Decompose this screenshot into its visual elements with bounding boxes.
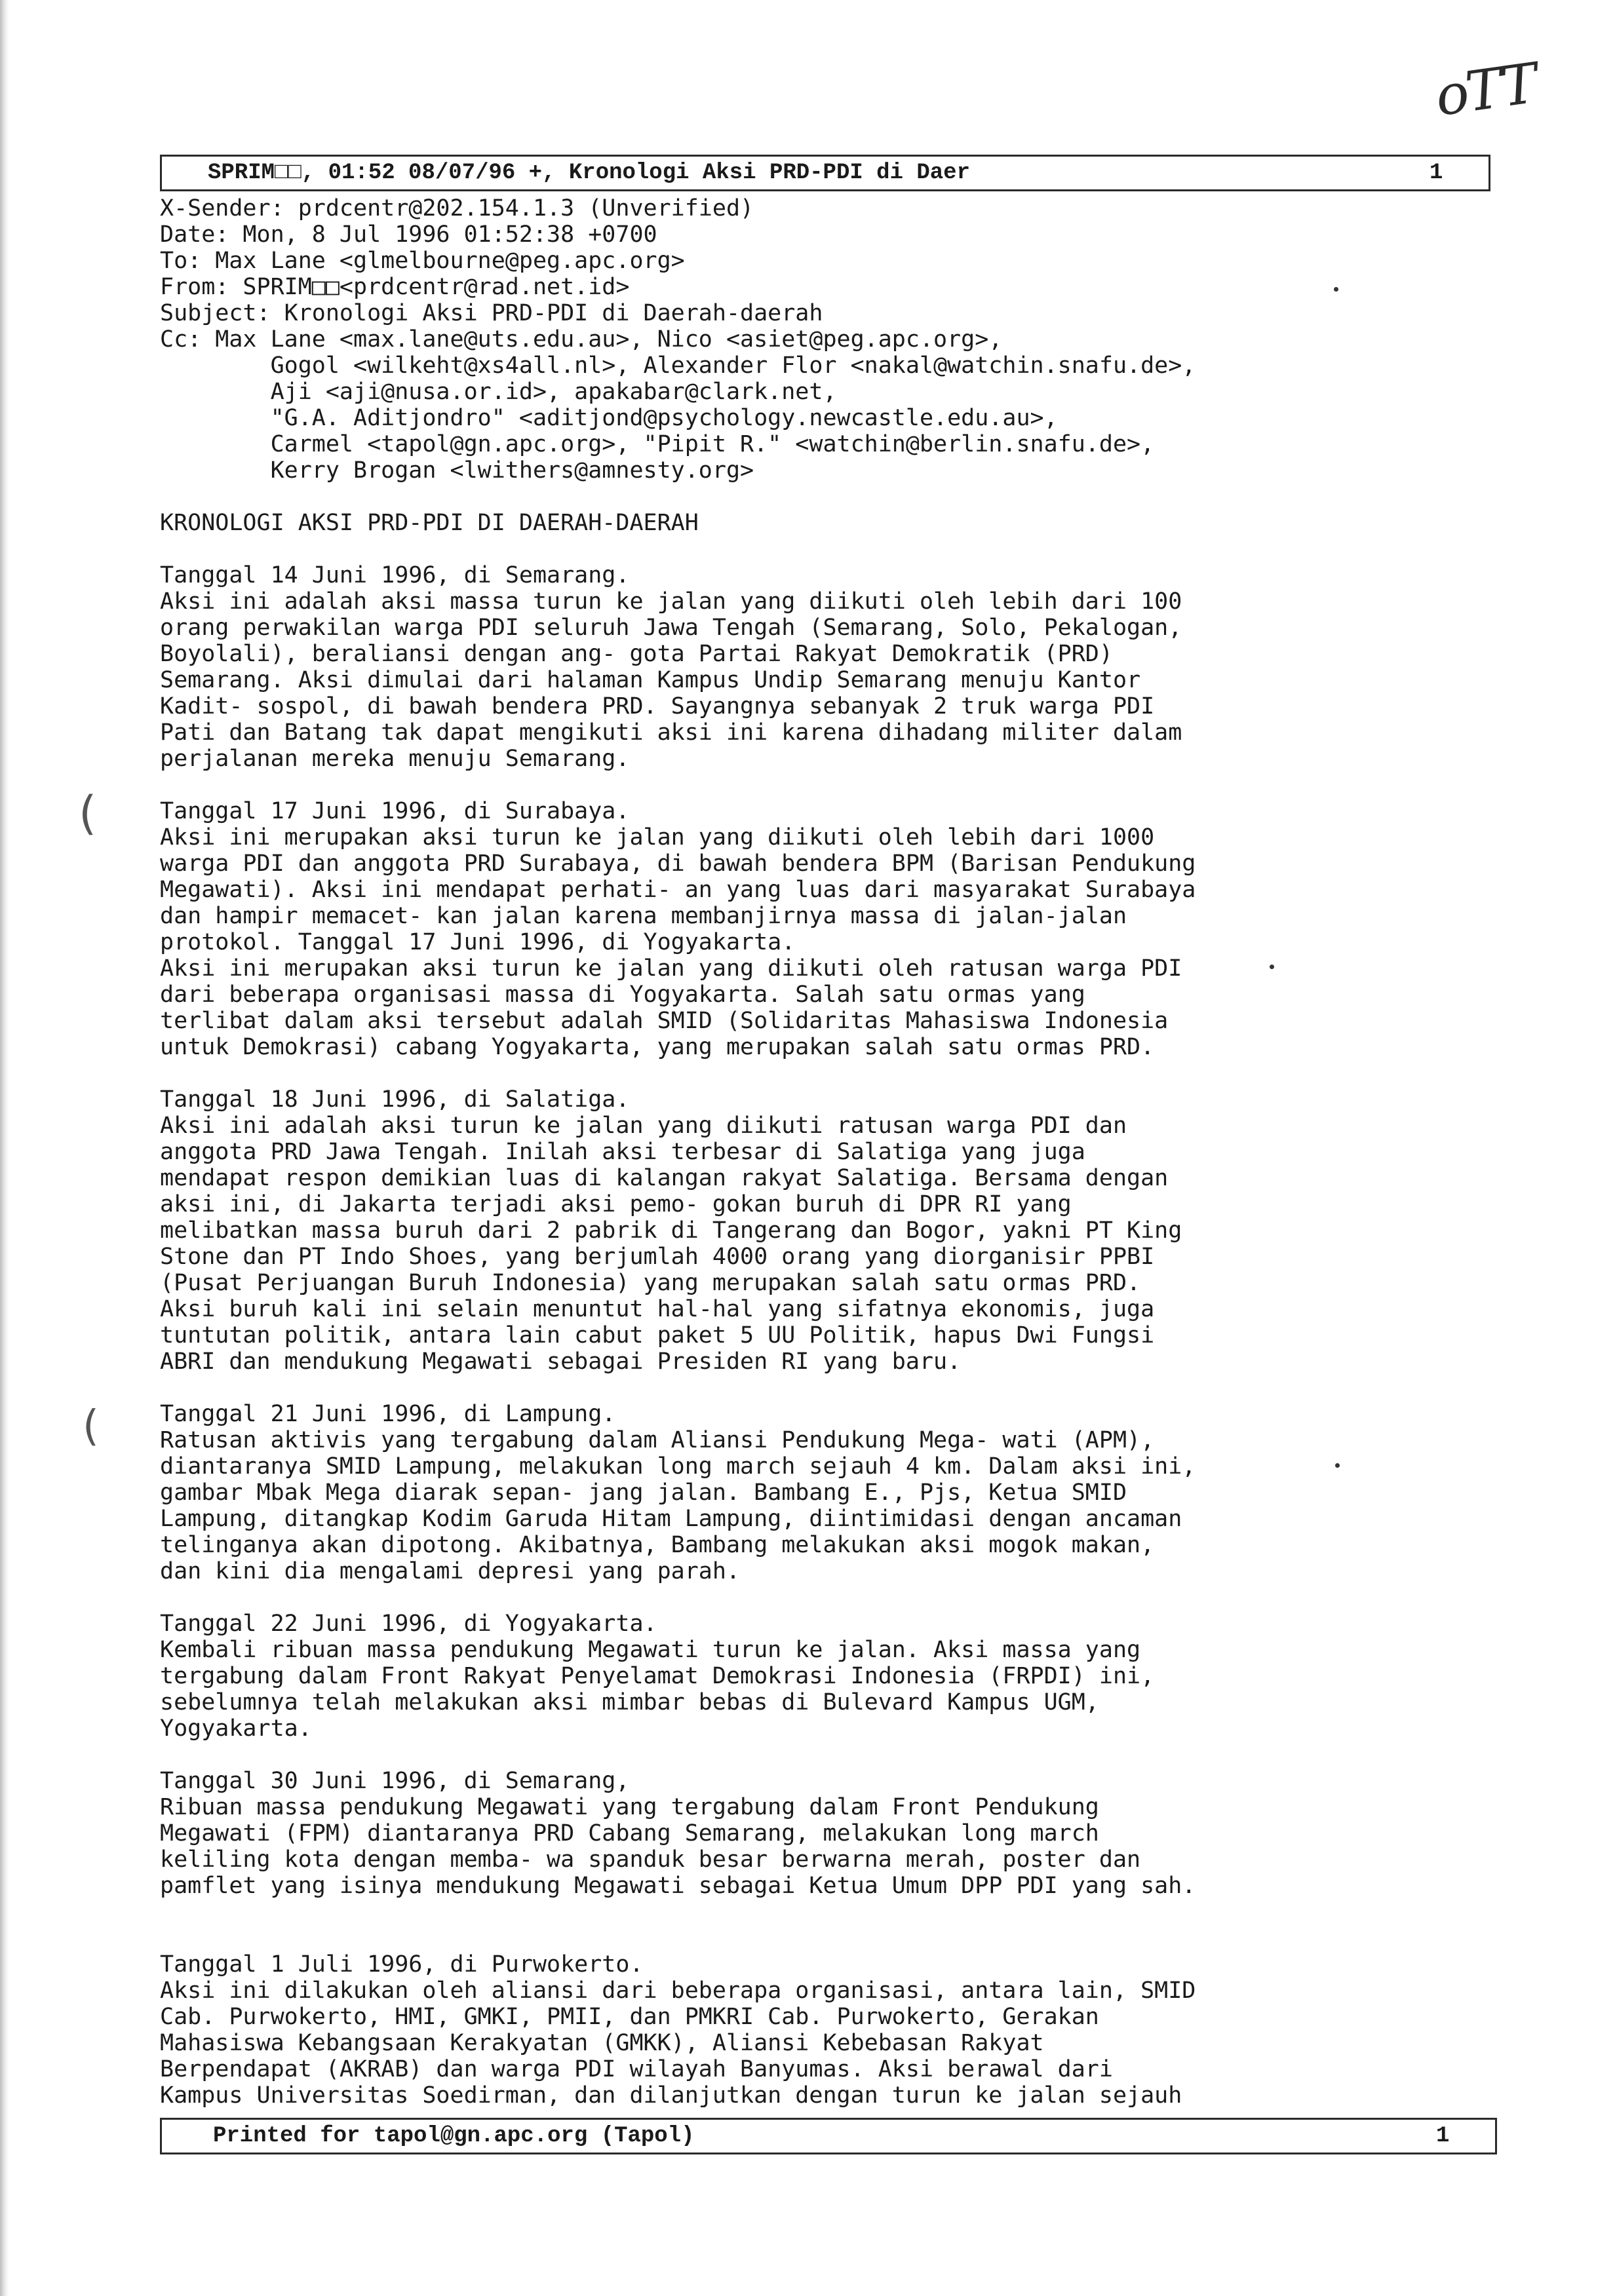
footer-page-number: 1: [1436, 2124, 1450, 2149]
print-footer-bar: [160, 2118, 1497, 2154]
email-body-text: X-Sender: prdcentr@202.154.1.3 (Unverified) Date: Mon, 8 Jul 1996 01:52:38 +0700 To: Max Lane <glmelbourne@peg.apc.org> From: SPRIM□□<prdcentr@rad.net.id> Subject: Kronologi Aksi PRD-PDI di Daerah-daerah Cc: Max Lane <max.lane@uts.edu.au>, Nico <asiet@peg.apc.org>, Gogol <wilkeht@xs4all.nl>, Alexander Flor <nakal@watchin.snafu.de>, Aji <aji@nusa.or.id>, apakabar@clark.net, "G.A. Aditjondro" <aditjond@psychology.newcastle.edu.au>, Carmel <tapol@gn.apc.org>, "Pipit R." <watchin@berlin.snafu.de>, Kerry Brogan <lwithers@amnesty.org> KRONOLOGI AKSI PRD-PDI DI DAERAH-DAERAH Tanggal 14 Juni 1996, di Semarang. Aksi ini adalah aksi massa turun ke jalan yang diikuti oleh lebih dari 100 orang perwakilan warga PDI seluruh Jawa Tengah (Semarang, Solo, Pekalogan, Boyolali), beraliansi dengan ang- gota Partai Rakyat Demokratik (PRD) Semarang. Aksi dimulai dari halaman Kampus Undip Semarang menuju Kantor Kadit- sospol, di bawah bendera PRD. Sayangnya sebanyak 2 truk warga PDI Pati dan Batang tak dapat mengikuti aksi ini karena dihadang militer dalam perjalanan mereka menuju Semarang. Tanggal 17 Juni 1996, di Surabaya. Aksi ini merupakan aksi turun ke jalan yang diikuti oleh lebih dari 1000 warga PDI dan anggota PRD Surabaya, di bawah bendera BPM (Barisan Pendukung Megawati). Aksi ini mendapat perhati- an yang luas dari masyarakat Surabaya dan hampir memacet- kan jalan karena membanjirnya massa di jalan-jalan protokol. Tanggal 17 Juni 1996, di Yogyakarta. Aksi ini merupakan aksi turun ke jalan yang diikuti oleh ratusan warga PDI dari beberapa organisasi massa di Yogyakarta. Salah satu ormas yang terlibat dalam aksi tersebut adalah SMID (Solidaritas Mahasiswa Indonesia untuk Demokrasi) cabang Yogyakarta, yang merupakan salah satu ormas PRD. Tanggal 18 Juni 1996, di Salatiga. Aksi ini adalah aksi turun ke jalan yang diikuti ratusan warga PDI dan anggota PRD Jawa Tengah. Inilah aksi terbesar di Salatiga yang juga mendapat respon demikian luas di kalangan rakyat Salatiga. Bersama dengan aksi ini, di Jakarta terjadi aksi pemo- gokan buruh di DPR RI yang melibatkan massa buruh dari 2 pabrik di Tangerang dan Bogor, yakni PT King Stone dan PT Indo Shoes, yang berjumlah 4000 orang yang diorganisir PPBI (Pusat Perjuangan Buruh Indonesia) yang merupakan salah satu ormas PRD. Aksi buruh kali ini selain menuntut hal-hal yang sifatnya ekonomis, juga tuntutan politik, antara lain cabut paket 5 UU Politik, hapus Dwi Fungsi ABRI dan mendukung Megawati sebagai Presiden RI yang baru. Tanggal 21 Juni 1996, di Lampung. Ratusan aktivis yang tergabung dalam Aliansi Pendukung Mega- wati (APM), diantaranya SMID Lampung, melakukan long march sejauh 4 km. Dalam aksi ini, gambar Mbak Mega diarak sepan- jang jalan. Bambang E., Pjs, Ketua SMID Lampung, ditangkap Kodim Garuda Hitam Lampung, diintimidasi dengan ancaman telinganya akan dipotong. Akibatnya, Bambang melakukan aksi mogok makan, dan kini dia mengalami depresi yang parah. Tanggal 22 Juni 1996, di Yogyakarta. Kembali ribuan massa pendukung Megawati turun ke jalan. Aksi massa yang tergabung dalam Front Rakyat Penyelamat Demokrasi Indonesia (FRPDI) ini, sebelumnya telah melakukan aksi mimbar bebas di Bulevard Kampus UGM, Yogyakarta. Tanggal 30 Juni 1996, di Semarang, Ribuan massa pendukung Megawati yang tergabung dalam Front Pendukung Megawati (FPM) diantaranya PRD Cabang Semarang, melakukan long march keliling kota dengan memba- wa spanduk besar berwarna merah, poster dan pamflet yang isinya mendukung Megawati sebagai Ketua Umum DPP PDI yang sah. Tanggal 1 Juli 1996, di Purwokerto. Aksi ini dilakukan oleh aliansi dari beberapa organisasi, antara lain, SMID Cab. Purwokerto, HMI, GMKI, PMII, dan PMKRI Cab. Purwokerto, Gerakan Mahasiswa Kebangsaan Kerakyatan (GMKK), Aliansi Kebebasan Rakyat Berpendapat (AKRAB) dan warga PDI wilayah Banyumas. Aksi berawal dari Kampus Universitas Soedirman, dan dilanjutkan dengan turun ke jalan sejauh: [160, 195, 1196, 2109]
handwritten-corner-annotation: oTT: [1431, 50, 1540, 129]
header-page-number: 1: [1430, 161, 1443, 185]
footer-printed-for: Printed for tapol@gn.apc.org (Tapol): [213, 2124, 695, 2149]
scan-speck: [1334, 287, 1338, 292]
pencil-bracket-mark: (: [83, 1402, 99, 1451]
header-title: SPRIM□□, 01:52 08/07/96 +, Kronologi Aksi PRD-PDI di Daer: [208, 161, 970, 185]
print-header-bar: [160, 155, 1490, 191]
scan-speck: [1335, 1463, 1340, 1468]
scan-edge-shadow: [0, 0, 9, 2296]
scan-speck: [1270, 965, 1274, 969]
pencil-bracket-mark: (: [79, 786, 97, 840]
